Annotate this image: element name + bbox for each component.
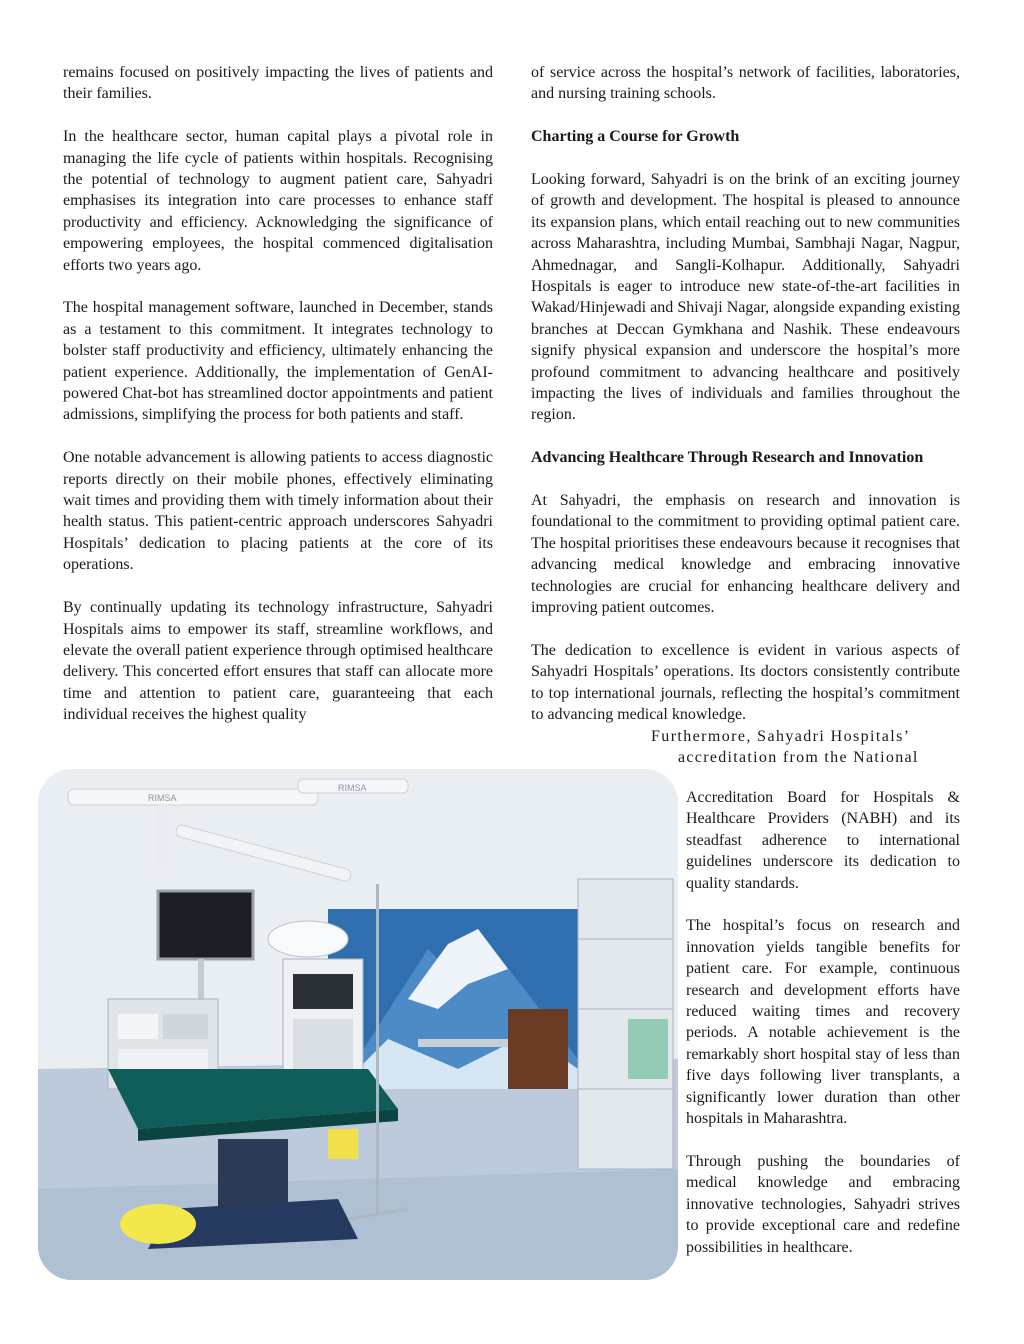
- right-paragraph-4-line-a: Furthermore, Sahyadri Hospitals’: [651, 727, 911, 745]
- section-heading-research: Advancing Healthcare Through Research and Innovation: [531, 449, 924, 467]
- left-paragraph-2: In the healthcare sector, human capital plays a pivotal role in managing the life cycle of patients within hospitals. Recognising the potential of technology to augment patient care, Sahyadri emphasises its integration into care processes to enhance staff productivity and efficiency. Acknowledging the significance of empowering employees, the hospital commenced digitalisation efforts two years ago.: [63, 128, 493, 274]
- left-column: [63, 62, 493, 747]
- right-paragraph-1: of service across the hospital’s network of facilities, laboratories, and nursing training schools.: [531, 64, 960, 103]
- right-paragraph-2: Looking forward, Sahyadri is on the brink of an exciting journey of growth and development. The hospital is pleased to announce its expansion plans, which entail reaching out to new communities across Maharashtra, including Mumbai, Sambhaji Nagar, Nagpur, Ahmednagar, and Sangli-Kolhapur. Additionally, Sahyadri Hospitals is eager to introduce new state-of-the-art facilities in Wakad/Hinjewadi and Shivaji Nagar, alongside expanding existing branches at Deccan Gymkhana and Nashik. These endeavours signify physical expansion and underscore the hospital’s more profound commitment to advancing healthcare and positively impacting the lives of individuals and families throughout the region.: [531, 171, 960, 424]
- right-paragraph-6: Through pushing the boundaries of medical knowledge and embracing innovative technologies, Sahyadri strives to provide exceptional care and redefine possibilities in healthcare.: [686, 1152, 960, 1256]
- light-brand-label-1: RIMSA: [148, 793, 177, 803]
- left-paragraph-4: One notable advancement is allowing patients to access diagnostic reports directly on their mobile phones, effectively eliminating wait times and providing them with timely information about their health status. This patient-centric approach underscores Sahyadri Hospitals’ dedication to placing patients at the core of its operations.: [63, 449, 493, 574]
- right-paragraph-4-rest: Accreditation Board for Hospitals & Healthcare Providers (NABH) and its steadfast adherence to international guidelines underscore its dedication to quality standards.: [686, 789, 960, 892]
- right-column: [531, 62, 960, 768]
- left-paragraph-1: remains focused on positively impacting the lives of patients and their families.: [63, 64, 493, 103]
- operating-room-illustration: [38, 769, 678, 1280]
- operating-room-photo: [38, 769, 678, 1280]
- right-column-wrapped: [686, 787, 960, 1279]
- right-paragraph-5: The hospital’s focus on research and innovation yields tangible benefits for patient care. For example, continuous research and development efforts have reduced waiting times and recovery periods. A notable achievement is the remarkably short hospital stay of less than five days following liver transplants, a significantly lower duration than other hospitals in Maharashtra.: [686, 917, 960, 1128]
- right-paragraph-4: The dedication to excellence is evident in various aspects of Sahyadri Hospitals’ operations. Its doctors consistently contribute to top international journals, reflecting the hospital’s commitment to advancing medical knowledge.: [531, 641, 960, 724]
- left-paragraph-5: By continually updating its technology infrastructure, Sahyadri Hospitals aims to empower its staff, streamline workflows, and elevate the overall patient experience through optimised healthcare delivery. This concerted effort ensures that staff can allocate more time and attention to patient care, guaranteeing that each individual receives the highest quality: [63, 599, 493, 724]
- right-paragraph-4-line-b: accreditation from the National: [678, 748, 919, 766]
- yellow-waste-bin: [120, 1204, 196, 1244]
- yellow-bucket: [328, 1129, 358, 1159]
- left-paragraph-3: The hospital management software, launched in December, stands as a testament to this commitment. It integrates technology to bolster staff productivity and efficiency, ultimately enhancing the patient experience. Additionally, the implementation of GenAI-powered Chat-bot has streamlined doctor appointments and patient admissions, simplifying the process for both patients and staff.: [63, 299, 493, 424]
- section-heading-growth: Charting a Course for Growth: [531, 128, 740, 146]
- light-brand-label-2: RIMSA: [338, 783, 367, 793]
- right-paragraph-3: At Sahyadri, the emphasis on research and innovation is foundational to the commitment to providing optimal patient care. The hospital prioritises these endeavours because it recognises that advancing medical knowledge and embracing innovative technologies are crucial for enhancing healthcare delivery and improving patient outcomes.: [531, 492, 960, 617]
